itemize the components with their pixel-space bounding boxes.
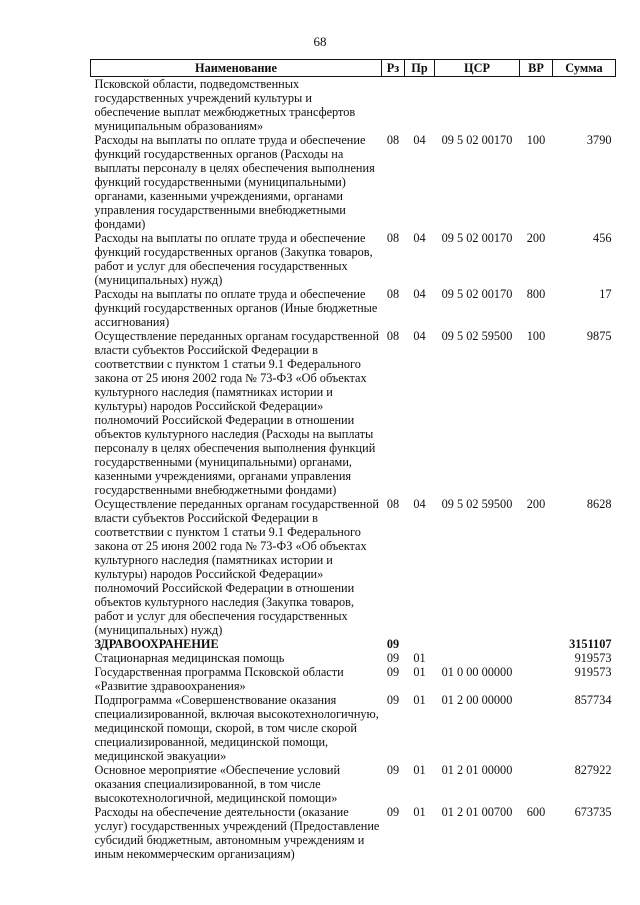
cell-csr: [435, 651, 520, 665]
table-row: [91, 287, 616, 329]
header-name: Наименование: [91, 60, 382, 77]
cell-sum: [553, 77, 616, 134]
cell-pr: 01: [413, 651, 426, 665]
cell-name: Псковской области, подведомственных государственных учреждений культуры и обеспечение выплат межбюджетных трансфертов муниципальным образованиям»: [94, 77, 356, 133]
cell-pr: [405, 637, 435, 651]
cell-csr: 01 0 00 00000: [441, 665, 513, 679]
cell-vr: [520, 763, 553, 805]
cell-rz: 09: [386, 805, 400, 819]
cell-csr: [435, 637, 520, 651]
cell-name: Осуществление переданных органам государственной власти субъектов Российской Федерации в соответствии с пунктом 1 статьи 9.1 Федерального закона от 25 июня 2002 года № 73-ФЗ «Об объектах культурного наследия (памятниках истории и культуры) народов Российской Федерации» полномочий Российской Федерации в отношении объектов культурного наследия (Расходы на выплаты персоналу в целях обеспечения выполнения функций государственными (муниципальными) органами, казенными учреждениями, органами управления государственными внебюджетными фондами): [94, 329, 379, 497]
table-row: [91, 231, 616, 287]
cell-name: Стационарная медицинская помощь: [94, 651, 285, 665]
cell-pr: 04: [413, 497, 426, 511]
cell-pr: 04: [413, 329, 426, 343]
table-row: [91, 651, 616, 665]
cell-rz: 09: [386, 763, 400, 777]
cell-name: Осуществление переданных органам государственной власти субъектов Российской Федерации в соответствии с пунктом 1 статьи 9.1 Федерального закона от 25 июня 2002 года № 73-ФЗ «Об объектах культурного наследия (памятниках истории и культуры) народов Российской Федерации» полномочий Российской Федерации в отношении объектов культурного наследия (Закупка товаров, работ и услуг для обеспечения государственных (муниципальных) нужд): [94, 497, 379, 637]
cell-csr: 09 5 02 00170: [441, 287, 513, 301]
table-header-row: [91, 60, 616, 77]
cell-vr: [520, 637, 553, 651]
cell-sum: 456: [593, 231, 612, 245]
cell-rz: 08: [386, 287, 400, 301]
table-row: [91, 77, 616, 134]
cell-csr: 09 5 02 59500: [441, 329, 513, 343]
cell-pr: 01: [413, 805, 426, 819]
cell-sum: 3790: [586, 133, 612, 147]
cell-name: Расходы на выплаты по оплате труда и обеспечение функций государственных органов (Иные бюджетные ассигнования): [94, 287, 378, 329]
cell-sum: 827922: [574, 763, 612, 777]
cell-rz: 08: [386, 231, 400, 245]
cell-rz: 09: [386, 693, 400, 707]
cell-name: Расходы на выплаты по оплате труда и обеспечение функций государственных органов (Закупка товаров, работ и услуг для обеспечения государственных (муниципальных) нужд): [94, 231, 373, 287]
table-row: [91, 693, 616, 763]
cell-sum: 857734: [574, 693, 612, 707]
cell-csr: 09 5 02 00170: [441, 231, 513, 245]
cell-name: ЗДРАВООХРАНЕНИЕ: [94, 637, 219, 651]
cell-rz: [382, 77, 405, 134]
cell-sum: 3151107: [569, 637, 612, 651]
cell-rz: 08: [386, 329, 400, 343]
cell-sum: 919573: [574, 665, 612, 679]
budget-table: [90, 59, 616, 861]
cell-csr: 09 5 02 59500: [441, 497, 513, 511]
table-row: [91, 665, 616, 693]
cell-rz: 09: [386, 651, 400, 665]
cell-vr: [520, 665, 553, 693]
cell-vr: 600: [526, 805, 546, 819]
cell-pr: 04: [413, 287, 426, 301]
table-row: [91, 805, 616, 861]
table-row: [91, 637, 616, 651]
table-row: [91, 329, 616, 497]
cell-pr: [405, 77, 435, 134]
cell-rz: 08: [386, 497, 400, 511]
cell-name: Государственная программа Псковской области «Развитие здравоохранения»: [94, 665, 344, 693]
cell-vr: 800: [526, 287, 546, 301]
cell-pr: 04: [413, 231, 426, 245]
cell-name: Основное мероприятие «Обеспечение условий оказания специализированной, в том числе высокотехнологичной, медицинской помощи»: [94, 763, 341, 805]
table-row: [91, 763, 616, 805]
cell-sum: 9875: [586, 329, 612, 343]
cell-pr: 01: [413, 763, 426, 777]
cell-vr: [520, 693, 553, 763]
cell-rz: 09: [386, 637, 400, 651]
cell-rz: 08: [386, 133, 400, 147]
cell-name: Подпрограмма «Совершенствование оказания специализированной, включая высокотехнологичную, медицинской помощи, скорой, в том числе скорой специализированной, медицинской помощи, медицинской эвакуации»: [94, 693, 379, 763]
cell-pr: 04: [413, 133, 426, 147]
header-csr: ЦСР: [435, 60, 520, 77]
cell-sum: 673735: [574, 805, 612, 819]
cell-vr: 100: [526, 133, 546, 147]
cell-sum: 8628: [586, 497, 612, 511]
cell-name: Расходы на обеспечение деятельности (оказание услуг) государственных учреждений (Предоставление субсидий бюджетным, автономным учреждениям и иным некоммерческим организациям): [94, 805, 380, 861]
cell-vr: [520, 651, 553, 665]
header-pr: Пр: [405, 60, 435, 77]
cell-vr: 100: [526, 329, 546, 343]
cell-name: Расходы на выплаты по оплате труда и обеспечение функций государственных органов (Расходы на выплаты персоналу в целях обеспечения выполнения функций государственными (муниципальными) органами, казенными учреждениями, органами управления государственными внебюджетными фондами): [94, 133, 375, 231]
cell-csr: [435, 77, 520, 134]
table-row: [91, 497, 616, 637]
cell-csr: 01 2 00 00000: [441, 693, 513, 707]
cell-csr: 01 2 01 00700: [441, 805, 513, 819]
header-sum: Сумма: [553, 60, 616, 77]
cell-sum: 17: [599, 287, 612, 301]
cell-vr: [520, 77, 553, 134]
cell-csr: 01 2 01 00000: [441, 763, 513, 777]
cell-rz: 09: [386, 665, 400, 679]
cell-sum: 919573: [574, 651, 612, 665]
header-vr: ВР: [520, 60, 553, 77]
table-body: [91, 77, 616, 862]
page-number: 68: [313, 34, 327, 49]
table-row: [91, 133, 616, 231]
cell-pr: 01: [413, 665, 426, 679]
cell-vr: 200: [526, 231, 546, 245]
cell-csr: 09 5 02 00170: [441, 133, 513, 147]
cell-pr: 01: [413, 693, 426, 707]
header-rz: Рз: [382, 60, 405, 77]
cell-vr: 200: [526, 497, 546, 511]
